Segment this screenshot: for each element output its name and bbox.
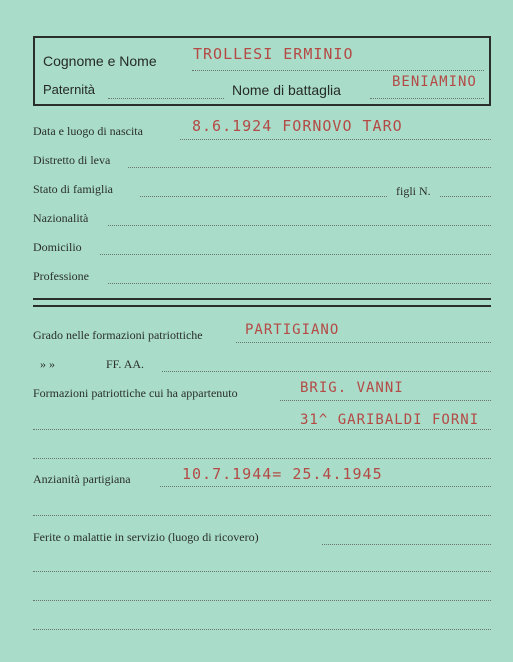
professione-dotted-line <box>108 283 491 284</box>
formazioni-dotted-line-1 <box>280 400 491 401</box>
nascita-value: 8.6.1924 FORNOVO TARO <box>192 117 403 135</box>
formazioni-value-1: BRIG. VANNI <box>300 380 404 396</box>
formazioni-dotted-line-2 <box>33 429 491 430</box>
ferite-dotted-line-3 <box>33 600 491 601</box>
ffaa-label: FF. AA. <box>106 357 145 371</box>
paternita-label: Paternità <box>43 82 96 97</box>
cognome-label: Cognome e Nome <box>43 53 157 69</box>
cognome-dotted-line <box>192 70 484 71</box>
figli-dotted-line <box>440 196 491 197</box>
ferite-dotted-line-2 <box>33 571 491 572</box>
nazionalita-label: Nazionalità <box>33 211 89 225</box>
ffaa-dotted-line <box>162 371 491 372</box>
figli-label: figli N. <box>396 184 431 198</box>
anzianita-value: 10.7.1944= 25.4.1945 <box>182 465 383 483</box>
section-rule-bottom <box>33 305 491 307</box>
stato-dotted-line <box>140 196 387 197</box>
professione-label: Professione <box>33 269 89 283</box>
formazioni-value-2: 31^ GARIBALDI FORNI <box>300 412 480 428</box>
grado-dotted-line <box>236 342 491 343</box>
domicilio-dotted-line <box>100 254 491 255</box>
nazionalita-dotted-line <box>108 225 491 226</box>
stato-label: Stato di famiglia <box>33 182 113 196</box>
formazioni-label: Formazioni patriottiche cui ha appartenuto <box>33 386 238 400</box>
ffaa-prefix: » » <box>40 357 55 371</box>
section-rule-top <box>33 298 491 300</box>
formazioni-dotted-line-3 <box>33 458 491 459</box>
grado-value: PARTIGIANO <box>245 322 340 338</box>
paternita-dotted-line <box>108 98 224 99</box>
ferite-dotted-line-4 <box>33 629 491 630</box>
anzianita-dotted-line-2 <box>33 515 491 516</box>
battaglia-label: Nome di battaglia <box>232 82 341 98</box>
anzianita-dotted-line <box>160 486 491 487</box>
grado-label: Grado nelle formazioni patriottiche <box>33 328 203 342</box>
distretto-dotted-line <box>128 167 491 168</box>
ferite-label: Ferite o malattie in servizio (luogo di ricovero) <box>33 530 259 544</box>
nascita-dotted-line <box>180 139 491 140</box>
battaglia-dotted-line <box>370 98 484 99</box>
distretto-label: Distretto di leva <box>33 153 111 167</box>
ferite-dotted-line-1 <box>322 544 491 545</box>
nascita-label: Data e luogo di nascita <box>33 124 143 138</box>
anzianita-label: Anzianità partigiana <box>33 472 131 486</box>
domicilio-label: Domicilio <box>33 240 82 254</box>
cognome-value: TROLLESI ERMINIO <box>193 45 354 63</box>
battaglia-value: BENIAMINO <box>392 74 477 90</box>
